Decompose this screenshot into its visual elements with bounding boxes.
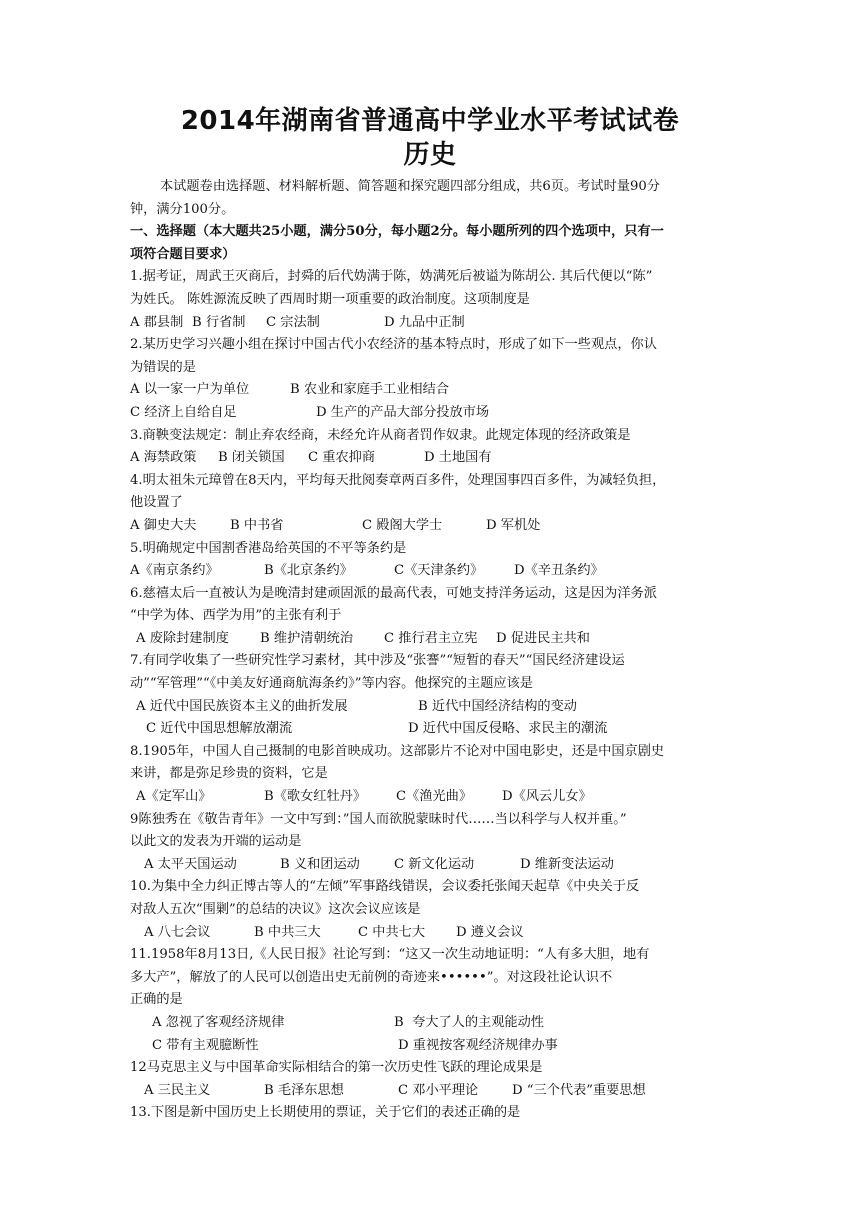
answer-option[interactable]: A《定军山》 xyxy=(136,789,212,805)
option-row xyxy=(130,922,734,945)
answer-option[interactable]: A 以一家一户为单位 xyxy=(130,382,250,398)
question-stem: 为错误的是 xyxy=(130,359,196,375)
option-row xyxy=(130,854,734,877)
question-stem: 3.商鞅变法规定：制止弃农经商，未经允许从商者罚作奴隶。此规定体现的经济政策是 xyxy=(130,427,631,443)
answer-option[interactable]: D 生产的产品大部分投放市场 xyxy=(316,404,490,420)
answer-option[interactable]: A 太平天国运动 xyxy=(144,856,237,872)
answer-option[interactable]: A 三民主义 xyxy=(144,1082,211,1098)
answer-option[interactable]: D 九品中正制 xyxy=(384,314,465,330)
page-subtitle: 历史 xyxy=(403,140,457,170)
intro-line: 本试题卷由选择题、材料解析题、简答题和探究题四部分组成，共6页。考试时量90分 xyxy=(160,179,660,194)
question-stem: 8.1905年，中国人自己摄制的电影首映成功。这部影片不论对中国电影史，还是中国京剧史 xyxy=(130,743,665,759)
option-row xyxy=(130,628,734,651)
question-stem: 为姓氏。 陈姓源流反映了西周时期一项重要的政治制度。这项制度是 xyxy=(130,291,530,307)
answer-option[interactable]: D 土地国有 xyxy=(424,450,492,466)
answer-option[interactable]: B 毛泽东思想 xyxy=(264,1082,344,1098)
answer-option[interactable]: B 维护清朝统治 xyxy=(260,630,354,646)
option-row xyxy=(130,447,734,470)
answer-option[interactable]: C《渔光曲》 xyxy=(396,789,473,805)
question-stem: 13.下图是新中国历史上长期使用的票证，关于它们的表述正确的是 xyxy=(130,1105,521,1121)
exam-content xyxy=(130,176,734,1125)
answer-option[interactable]: D 重视按客观经济规律办事 xyxy=(398,1037,558,1053)
answer-option[interactable]: B 近代中国经济结构的变动 xyxy=(418,698,577,714)
answer-option[interactable]: B《北京条约》 xyxy=(264,563,353,579)
answer-option[interactable]: C 经济上自给自足 xyxy=(130,404,237,420)
question-stem: 他设置了 xyxy=(130,495,183,511)
answer-option[interactable]: C 邓小平理论 xyxy=(398,1082,479,1098)
question-stem: 正确的是 xyxy=(130,992,183,1008)
question-stem: “中学为体、西学为用”的主张有利于 xyxy=(130,608,342,624)
option-row xyxy=(130,560,734,583)
answer-option[interactable]: B 义和团运动 xyxy=(280,856,360,872)
answer-option[interactable]: C 带有主观臆断性 xyxy=(152,1037,259,1053)
answer-option[interactable]: B 闭关锁国 xyxy=(218,450,285,466)
answer-option[interactable]: D 军机处 xyxy=(486,517,541,533)
answer-option[interactable]: D 维新变法运动 xyxy=(520,856,614,872)
question-stem: 9陈独秀在《敬告青年》一文中写到：”国人而欲脱蒙昧时代……当以科学与人权并重。” xyxy=(130,811,627,827)
answer-option[interactable]: A 忽视了客观经济规律 xyxy=(152,1014,285,1030)
question-stem: 10.为集中全力纠正博古等人的“左倾”军事路线错误，会议委托张闻天起草《中央关于反 xyxy=(130,879,640,895)
answer-option[interactable]: B 中共三大 xyxy=(254,924,321,940)
answer-option[interactable]: C 宗法制 xyxy=(266,314,320,330)
question-stem: 多大产”，解放了的人民可以创造出史无前例的奇迹来••••••”。对这段社论认识不 xyxy=(130,969,613,985)
question-list xyxy=(130,266,734,1125)
page-title: 2014年湖南省普通高中学业水平考试试卷 xyxy=(180,106,680,136)
option-row xyxy=(130,696,734,719)
option-row xyxy=(130,379,734,402)
answer-option[interactable]: C 中共七大 xyxy=(358,924,426,940)
answer-option[interactable]: C《天津条约》 xyxy=(394,563,484,579)
answer-option[interactable]: A 废除封建制度 xyxy=(136,630,229,646)
answer-option[interactable]: D《辛丑条约》 xyxy=(514,563,604,579)
question-stem: 11.1958年8月13日,《人民日报》社论写到：“这又一次生动地证明：“人有多大胆，地有 xyxy=(130,947,650,963)
question-stem: 7.有同学收集了一些研究性学习素材，其中涉及“张謇”“短暂的春天”“国民经济建设运 xyxy=(130,653,625,669)
answer-option[interactable]: D 促进民主共和 xyxy=(496,630,590,646)
intro-line: 钟，满分100分。 xyxy=(130,201,235,217)
question-stem: 4.明太祖朱元璋曾在8天内，平均每天批阅奏章两百多件，处理国事四百多件，为减轻负担， xyxy=(130,472,666,488)
question-stem: 以此文的发表为开端的运动是 xyxy=(130,834,302,850)
question-stem: 动”“军管理”“《中美友好通商航海条约》”等内容。他探究的主题应该是 xyxy=(130,676,533,692)
answer-option[interactable]: C 新文化运动 xyxy=(394,856,475,872)
question-stem: 来讲，都是弥足珍贵的资料，它是 xyxy=(130,766,328,782)
option-row xyxy=(130,312,734,335)
section-heading: 项符合题目要求） xyxy=(130,246,236,262)
answer-option[interactable]: A 御史大夫 xyxy=(130,517,197,533)
answer-option[interactable]: D 近代中国反侵略、求民主的潮流 xyxy=(408,721,608,737)
answer-option[interactable]: A《南京条约》 xyxy=(130,563,219,579)
answer-option[interactable]: B 农业和家庭手工业相结合 xyxy=(290,382,449,398)
question-stem: 6.慈禧太后一直被认为是晚清封建顽固派的最高代表，可她支持洋务运动，这是因为洋务派 xyxy=(130,585,657,601)
answer-option[interactable]: B《歌女红牡丹》 xyxy=(264,789,367,805)
answer-option[interactable]: C 推行君主立宪 xyxy=(384,630,478,646)
answer-option[interactable]: A 八七会议 xyxy=(144,924,211,940)
answer-option[interactable]: C 殿阁大学士 xyxy=(362,517,443,533)
option-row xyxy=(130,1012,734,1035)
option-row xyxy=(130,786,734,809)
question-stem: 12马克思主义与中国革命实际相结合的第一次历史性飞跃的理论成果是 xyxy=(130,1060,543,1076)
answer-option[interactable]: D《风云儿女》 xyxy=(502,789,592,805)
answer-option[interactable]: C 重农抑商 xyxy=(308,450,376,466)
question-stem: 1.据考证，周武王灭商后，封舜的后代妫满于陈，妫满死后被谥为陈胡公. 其后代便以“陈” xyxy=(130,269,653,285)
answer-option[interactable]: D 遵义会议 xyxy=(456,924,524,940)
section-heading: 一、选择题（本大题共25小题，满分50分，每小题2分。每小题所列的四个选项中，只有一 xyxy=(130,224,664,240)
question-stem: 2.某历史学习兴趣小组在探讨中国古代小农经济的基本特点时，形成了如下一些观点，你认 xyxy=(130,337,657,353)
answer-option[interactable]: B 夸大了人的主观能动性 xyxy=(394,1014,544,1030)
option-row xyxy=(130,718,734,741)
answer-option[interactable]: A 海禁政策 xyxy=(130,450,197,466)
answer-option[interactable]: B 中书省 xyxy=(230,517,284,533)
answer-option[interactable]: A 近代中国民族资本主义的曲折发展 xyxy=(136,698,348,714)
question-stem: 对敌人五次“围剿”的总结的决议》这次会议应该是 xyxy=(130,902,421,917)
option-row xyxy=(130,1080,734,1103)
option-row xyxy=(130,1035,734,1058)
option-row xyxy=(130,515,734,538)
question-stem: 5.明确规定中国割香港岛给英国的不平等条约是 xyxy=(130,540,407,556)
answer-option[interactable]: D “三个代表”重要思想 xyxy=(512,1082,646,1098)
option-row xyxy=(130,402,734,425)
answer-option[interactable]: C 近代中国思想解放潮流 xyxy=(146,721,293,737)
answer-option[interactable]: A 郡县制 xyxy=(130,314,184,330)
answer-option[interactable]: B 行省制 xyxy=(192,314,246,330)
